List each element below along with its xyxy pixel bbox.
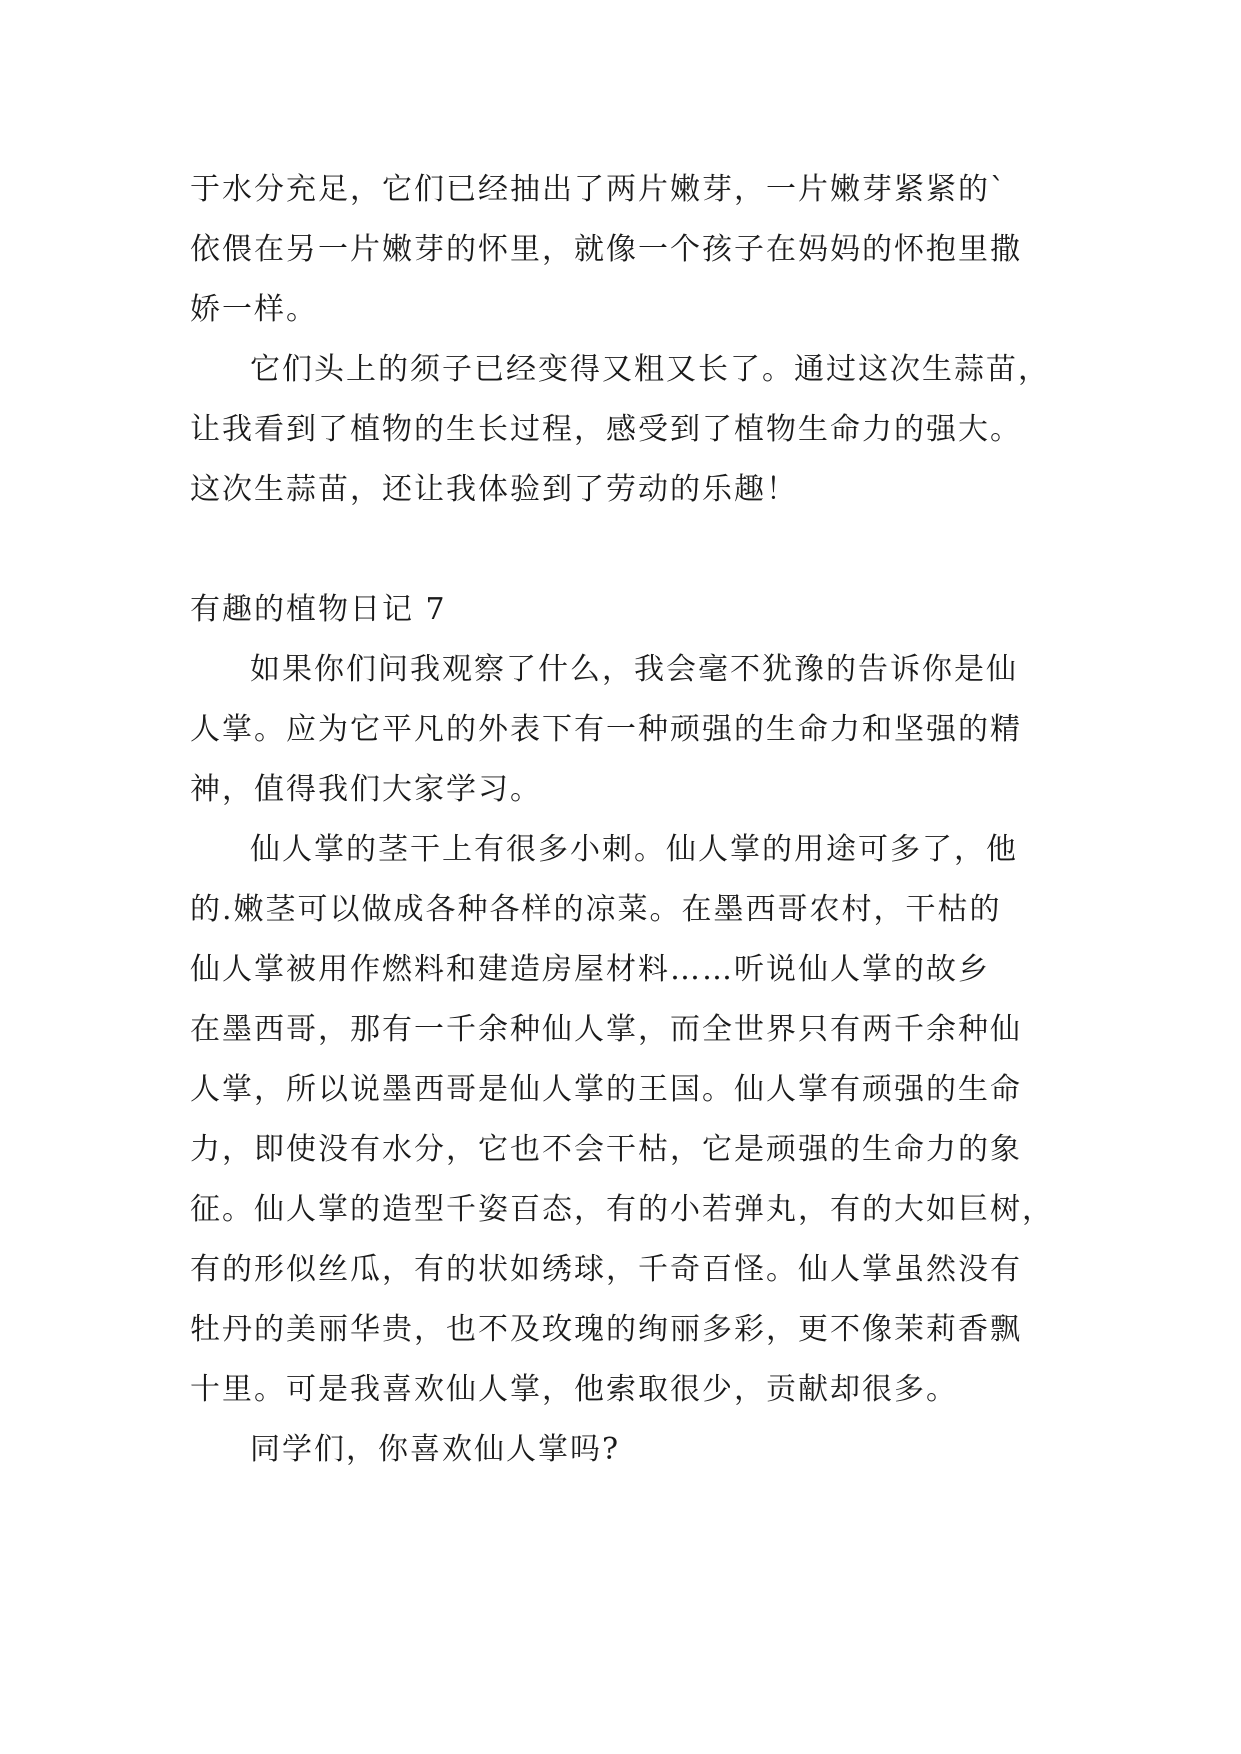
text-line: 娇一样。: [190, 292, 318, 327]
text-line: 仙人掌被用作燃料和建造房屋材料……听说仙人掌的故乡: [190, 952, 990, 987]
text-line: 于水分充足，它们已经抽出了两片嫩芽，一片嫩芽紧紧的`: [190, 172, 1007, 207]
text-line: 人掌。应为它平凡的外表下有一种顽强的生命力和坚强的精: [190, 712, 1022, 747]
text-line: 十里。可是我喜欢仙人掌，他索取很少，贡献却很多。: [190, 1372, 958, 1407]
text-line: 征。仙人掌的造型千姿百态，有的小若弹丸，有的大如巨树，: [190, 1192, 1054, 1227]
text-line: 如果你们问我观察了什么，我会毫不犹豫的告诉你是仙: [250, 652, 1018, 687]
text-line: 同学们，你喜欢仙人掌吗?: [250, 1432, 621, 1467]
section-title: 有趣的植物日记 7: [190, 592, 447, 627]
section-spacer: [190, 520, 1050, 580]
text-line: 神，值得我们大家学习。: [190, 772, 542, 807]
text-line: 让我看到了植物的生长过程，感受到了植物生命力的强大。: [190, 412, 1022, 447]
text-line: 力，即使没有水分，它也不会干枯，它是顽强的生命力的象: [190, 1132, 1022, 1167]
text-line: 的.嫩茎可以做成各种各样的凉菜。在墨西哥农村，干枯的: [190, 892, 1002, 927]
text-line: 这次生蒜苗，还让我体验到了劳动的乐趣！: [190, 472, 798, 507]
text-line: 在墨西哥，那有一千余种仙人掌，而全世界只有两千余种仙: [190, 1012, 1022, 1047]
text-line: 有的形似丝瓜，有的状如绣球，千奇百怪。仙人掌虽然没有: [190, 1252, 1022, 1287]
text-line: 仙人掌的茎干上有很多小刺。仙人掌的用途可多了，他: [250, 832, 1018, 867]
document-body: [190, 160, 1054, 1480]
text-line: 牡丹的美丽华贵，也不及玫瑰的绚丽多彩，更不像茉莉香飘: [190, 1312, 1022, 1347]
text-line: 人掌，所以说墨西哥是仙人掌的王国。仙人掌有顽强的生命: [190, 1072, 1022, 1107]
text-line: 它们头上的须子已经变得又粗又长了。通过这次生蒜苗，: [250, 352, 1050, 387]
text-line: 依偎在另一片嫩芽的怀里，就像一个孩子在妈妈的怀抱里撒: [190, 232, 1022, 267]
